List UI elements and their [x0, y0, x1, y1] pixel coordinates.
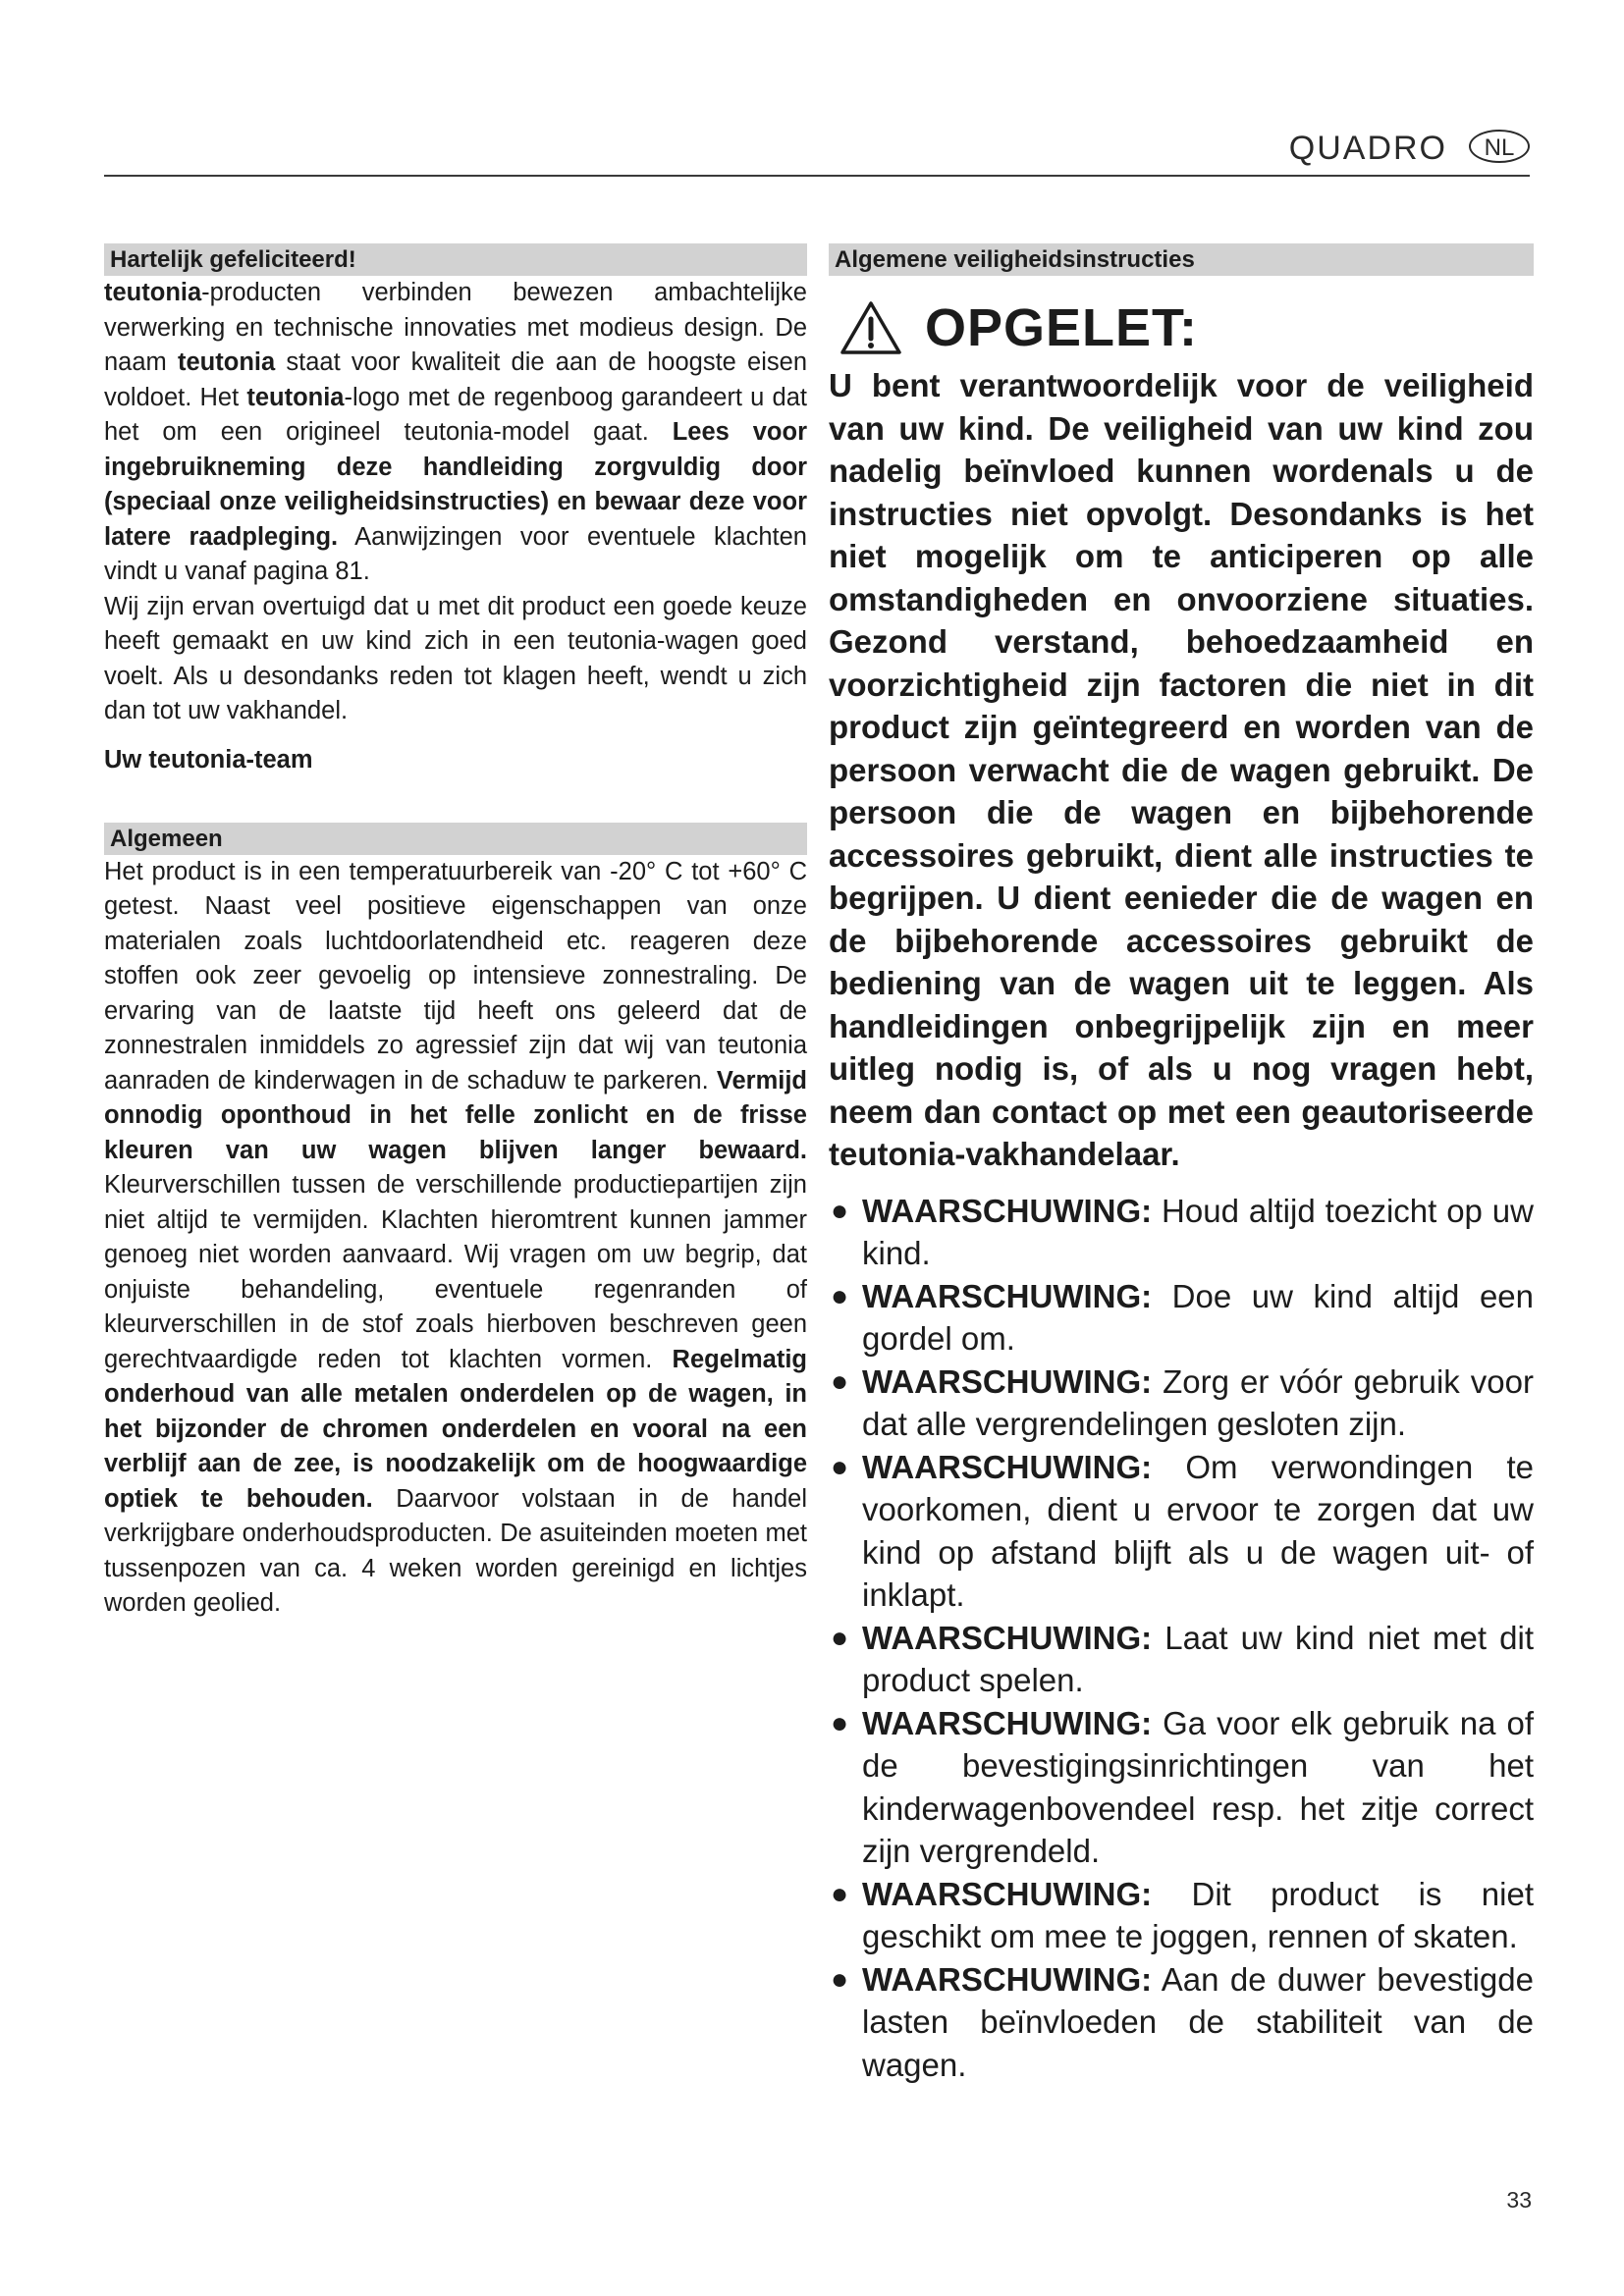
warning-triangle-icon: [839, 299, 903, 356]
warning-text: Houd altijd toezicht op uw kind.: [862, 1192, 1534, 1271]
text-run: teutonia: [178, 348, 276, 376]
warning-item: [829, 1958, 1534, 2087]
caution-heading: [829, 297, 1534, 358]
warning-text: Laat uw kind niet met dit product spelen.: [862, 1619, 1534, 1698]
caution-text: U bent verantwoordelijk voor de veiligheid van uw kind. De veiligheid van uw kind zou nadelig beïnvloed kunnen wordenals u de instructies niet opvolgt. Desondanks is het niet mogelijk om te anticiperen op alle omstandigheden en onvoorziene situaties. Gezond verstand, behoedzaamheid en voorzichtigheid zijn factoren die niet in dit product zijn geïntegreerd en worden van de persoon verwacht die de wagen gebruikt. De persoon die de wagen en bijbehorende accessoires gebruikt, dient alle instructies te begrijpen. U dient eenieder die de wagen en de bijbehorende accessoires gebruikt de bediening van de wagen uit te leggen. Als handleidingen onbegrijpelijk zijn en meer uitleg nodig is, of als u nog vragen hebt, neem dan contact op met een geautoriseerde teutonia-vakhandelaar.: [829, 367, 1534, 1172]
text-run: Regelmatig onderhoud van alle metalen onderdelen op de wagen, in het bijzonder de chromen onderdelen en vooral na een verblijf aan de zee, is noodzakelijk om de hoogwaardige optiek te behouden.: [104, 1345, 807, 1513]
warning-label: WAARSCHUWING:: [862, 1619, 1153, 1656]
warning-item: [829, 1275, 1534, 1361]
warning-item: [829, 1446, 1534, 1617]
warning-label: WAARSCHUWING:: [862, 1960, 1153, 1998]
intro-paragraph-2: Wij zijn ervan overtuigd dat u met dit product een goede keuze heeft gemaakt en uw kind zich in een teutonia-wagen goed voelt. Als u desondanks reden tot klagen heeft, wendt u zich dan tot uw vakhandel.: [104, 592, 807, 724]
text-run: Aanwijzingen voor eventuele klachten vindt u vanaf pagina 81.: [104, 522, 807, 585]
text-run: teutonia: [246, 383, 345, 411]
text-run: Daarvoor volstaan in de handel verkrijgbare onderhoudsproducten. De asuiteinden moeten met tussenpozen van ca. 4 weken worden gereinigd en lichtjes worden geolied.: [104, 1484, 807, 1617]
bullet-icon: ●: [831, 1877, 849, 1910]
text-run: teutonia: [104, 279, 202, 306]
warning-text: Zorg er vóór gebruik voor dat alle vergrendelingen gesloten zijn.: [862, 1362, 1534, 1442]
warning-label: WAARSCHUWING:: [862, 1875, 1153, 1912]
text-run: -producten verbinden bewezen ambachtelijke verwerking en technische innovaties met modieus design. De naam: [104, 279, 807, 376]
warning-item: [829, 1617, 1534, 1702]
caution-title: OPGELET:: [925, 298, 1199, 357]
warning-text: Om verwondingen te voorkomen, dient u ervoor te zorgen dat uw kind op afstand blijft als u de wagen uit- of inklapt.: [862, 1448, 1534, 1613]
bullet-icon: ●: [831, 1364, 849, 1398]
warning-item: [829, 1702, 1534, 1873]
bullet-icon: ●: [831, 1706, 849, 1739]
warning-label: WAARSCHUWING:: [862, 1277, 1153, 1314]
warning-text: Ga voor elk gebruik na of de bevestigingsinrichtingen van het kinderwagenbovendeel resp. het zitje correct zijn vergrendeld.: [862, 1704, 1534, 1869]
warning-text: Aan de duwer bevestigde lasten beïnvloeden de stabiliteit van de wagen.: [862, 1960, 1534, 2083]
language-badge: NL: [1469, 130, 1530, 163]
text-run: Kleurverschillen tussen de verschillende productiepartijen zijn niet altijd te vermijden. Klachten hieromtrent kunnen jammer genoeg niet worden aanvaard. Wij vragen om uw begrip, dat onjuiste behandeling, eventuele regenranden of kleurverschillen in de stof zoals hierboven beschreven geen gerechtvaardigde reden tot klachten vormen.: [104, 1171, 807, 1373]
bullet-icon: ●: [831, 1621, 849, 1654]
page-header: [104, 126, 1530, 177]
team-signature: Uw teutonia-team: [104, 745, 313, 774]
text-run: Vermijd onnodig oponthoud in het felle zonlicht en de frisse kleuren van uw wagen blijven langer bewaard.: [104, 1066, 807, 1164]
warning-text: Doe uw kind altijd een gordel om.: [862, 1277, 1534, 1357]
bullet-icon: ●: [831, 1962, 849, 1996]
warning-label: WAARSCHUWING:: [862, 1192, 1153, 1229]
warning-item: [829, 1361, 1534, 1446]
warning-list: [829, 1190, 1534, 2087]
section-heading-general: Algemeen: [104, 823, 807, 855]
warning-label: WAARSCHUWING:: [862, 1704, 1153, 1741]
header-title: QUADRO: [1288, 130, 1447, 167]
warning-label: WAARSCHUWING:: [862, 1448, 1153, 1485]
section-heading-congratulations: Hartelijk gefeliciteerd!: [104, 243, 807, 276]
text-run: Lees voor ingebruikneming deze handleiding zorgvuldig door (speciaal onze veiligheidsinstructies) en bewaar deze voor latere raadpleging.: [104, 418, 807, 551]
bullet-icon: ●: [831, 1450, 849, 1483]
section-heading-safety: Algemene veiligheidsinstructies: [829, 243, 1534, 276]
page-number: 33: [1506, 2187, 1532, 2213]
general-paragraph: [104, 855, 807, 1622]
bullet-icon: ●: [831, 1279, 849, 1312]
bullet-icon: ●: [831, 1194, 849, 1227]
warning-text: Dit product is niet geschikt om mee te joggen, rennen of skaten.: [862, 1875, 1534, 1954]
text-run: -logo met de regenboog garandeert u dat het om een origineel teutonia-model gaat.: [104, 383, 807, 446]
warning-item: [829, 1190, 1534, 1275]
right-column: [829, 243, 1534, 2086]
warning-item: [829, 1873, 1534, 1958]
intro-paragraph: [104, 276, 807, 590]
left-column: [104, 243, 807, 1622]
text-run: Het product is in een temperatuurbereik van -20° C tot +60° C getest. Naast veel positieve eigenschappen van onze materialen zoals luchtdoorlatendheid etc. reageren deze stoffen ook zeer gevoelig op intensieve zonnestraling. De ervaring van de laatste tijd heeft ons geleerd dat de zonnestralen inmiddels zo agressief zijn dat wij van teutonia aanraden de kinderwagen in de schaduw te parkeren.: [104, 857, 807, 1095]
text-run: staat voor kwaliteit die aan de hoogste eisen voldoet. Het: [104, 348, 808, 411]
warning-label: WAARSCHUWING:: [862, 1362, 1153, 1400]
